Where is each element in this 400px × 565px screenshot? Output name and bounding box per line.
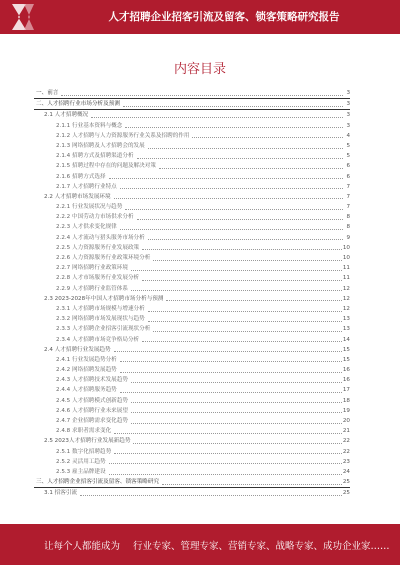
toc-leader-dots <box>131 402 342 403</box>
toc-entry[interactable] <box>34 253 350 263</box>
toc-leader-dots <box>114 433 342 434</box>
toc-leader-dots <box>131 382 342 383</box>
toc-entry[interactable] <box>34 477 350 488</box>
toc-entry[interactable] <box>34 335 350 345</box>
toc-page-number: 3 <box>346 90 350 96</box>
toc-page-number: 12 <box>342 295 350 302</box>
toc-entry[interactable] <box>34 161 350 171</box>
toc-entry-text: 2.2.5 人力资源服务行业发展政策 <box>34 243 141 253</box>
toc-leader-dots <box>120 188 343 189</box>
toc-page-number: 18 <box>342 397 350 404</box>
toc-entry-text: 2.4.7 企业招聘需求变化趋势 <box>34 416 130 426</box>
toc-leader-dots <box>114 351 342 352</box>
toc-page-number: 9 <box>346 234 350 241</box>
toc-entry[interactable] <box>34 121 350 131</box>
toc-entry[interactable] <box>34 457 350 467</box>
toc-page-number: 8 <box>346 214 350 221</box>
toc-entry-text: 2.5.2 灵活用工趋势 <box>34 457 108 467</box>
toc-entry-text: 2.5.1 数字化招聘趋势 <box>34 447 113 457</box>
footer-slogan-right: 行业专家、管理专家、营销专家、战略专家、成功企业家…… <box>133 541 390 552</box>
toc-leader-dots <box>192 137 343 138</box>
toc-leader-dots <box>109 474 342 475</box>
toc-leader-dots <box>148 311 342 312</box>
toc-entry[interactable] <box>34 467 350 477</box>
toc-page-number: 20 <box>342 418 350 424</box>
toc-page-number: 3 <box>346 112 350 119</box>
toc-entry-text: 3.1 招客引流 <box>34 488 79 498</box>
toc-entry[interactable] <box>34 488 350 498</box>
toc-entry[interactable] <box>34 416 350 426</box>
toc-entry[interactable] <box>34 314 350 324</box>
toc-entry-text: 2.2.3 人才供求变化规律 <box>34 222 119 232</box>
toc-page-number: 7 <box>346 204 350 211</box>
logo-icon <box>4 0 44 34</box>
toc-entry[interactable] <box>34 243 350 253</box>
toc-leader-dots <box>131 290 342 291</box>
header-banner <box>0 0 400 34</box>
toc-leader-dots <box>131 270 342 271</box>
toc-entry[interactable] <box>34 88 350 99</box>
toc-entry[interactable] <box>34 385 350 395</box>
toc-entry-text: 2.5.3 雇主品牌建设 <box>34 467 108 477</box>
toc-page-number: 24 <box>342 468 350 475</box>
toc-entry[interactable] <box>34 172 350 182</box>
footer-slogan-left: 让每个人都能成为 <box>44 541 121 552</box>
toc-leader-dots <box>109 178 343 179</box>
toc-page-number: 10 <box>342 255 350 261</box>
toc-leader-dots <box>114 453 342 454</box>
toc-entry-text: 2.3.1 人才招聘市场规模与增速分析 <box>34 304 147 314</box>
toc-leader-dots <box>120 392 342 393</box>
toc-leader-dots <box>137 219 343 220</box>
toc-page-number: 7 <box>346 183 350 190</box>
toc-entry[interactable] <box>34 110 350 120</box>
toc-page-number: 11 <box>342 265 350 272</box>
toc-leader-dots <box>133 443 341 444</box>
toc-page-number: 25 <box>342 479 350 486</box>
toc-entry-text: 2.4.3 人才招聘技术发展趋势 <box>34 375 130 385</box>
toc-page-number: 13 <box>342 326 350 333</box>
toc-entry[interactable] <box>34 222 350 232</box>
toc-entry-text: 2.3.4 人才招聘市场竞争格局分析 <box>34 335 141 345</box>
toc-leader-dots <box>148 321 342 322</box>
toc-entry-text: 2.4.2 网络招聘发展趋势 <box>34 365 119 375</box>
toc-page-number: 17 <box>342 387 350 394</box>
report-title: 人才招聘企业招客引流及留客、锁客策略研究报告 <box>108 11 340 23</box>
toc-entry[interactable] <box>34 345 350 355</box>
toc-entry-text: 2.2.1 行业发展状况与趋势 <box>34 202 124 212</box>
toc-entry-text: 2.1.5 招聘过程中存在的问题及解决对策 <box>34 161 158 171</box>
toc-leader-dots <box>142 341 342 342</box>
toc-leader-dots <box>148 239 343 240</box>
toc-page-number: 3 <box>346 122 350 129</box>
toc-leader-dots <box>125 209 343 210</box>
toc-entry[interactable] <box>34 396 350 406</box>
toc-page-number: 12 <box>342 305 350 312</box>
toc-leader-dots <box>120 372 342 373</box>
toc-page-number: 16 <box>342 377 350 384</box>
toc-leader-dots <box>114 198 343 199</box>
toc-entry-text: 一、前言 <box>34 88 60 98</box>
toc-page-number: 10 <box>342 244 350 251</box>
toc-entry[interactable] <box>34 324 350 334</box>
toc-entry-text: 2.2.7 网络招聘行业政策环境 <box>34 263 130 273</box>
toc-entry[interactable] <box>34 202 350 212</box>
toc-page-number: 6 <box>346 163 350 170</box>
toc-entry[interactable] <box>34 99 350 110</box>
toc-page-number: 3 <box>346 101 350 108</box>
toc-leader-dots <box>153 260 342 261</box>
toc-entry[interactable] <box>34 375 350 385</box>
toc-entry-text: 二、人才招聘行业市场分析及预测 <box>34 99 122 109</box>
toc-leader-dots <box>137 158 343 159</box>
toc-page-number: 11 <box>342 275 350 282</box>
toc-entry-text: 2.1.1 行业基本资料与概念 <box>34 121 124 131</box>
footer-banner <box>0 524 400 565</box>
toc-page-number: 5 <box>346 153 350 160</box>
toc-entry[interactable] <box>34 284 350 294</box>
toc-entry[interactable] <box>34 304 350 314</box>
toc-entry-text: 2.3.2 网络招聘市场发展现状与趋势 <box>34 314 147 324</box>
toc-entry-text: 2.2.6 人力资源服务行业政策环境分析 <box>34 253 152 263</box>
toc-entry-text: 2.4 人才招聘行业发展趋势 <box>34 345 113 355</box>
toc-entry[interactable] <box>34 447 350 457</box>
toc-page-number: 14 <box>342 336 350 343</box>
toc-entry-text: 2.1.7 人才招聘行业特点 <box>34 182 119 192</box>
toc-page-number: 8 <box>346 224 350 231</box>
toc-page-number: 6 <box>346 173 350 180</box>
toc-entry[interactable] <box>34 263 350 273</box>
toc-leader-dots <box>131 423 342 424</box>
toc-entry-text: 2.4.5 人才招聘模式创新趋势 <box>34 396 130 406</box>
toc-page-number: 21 <box>342 428 350 435</box>
toc-leader-dots <box>131 412 342 413</box>
toc-entry-text: 2.1 人才招聘概况 <box>34 110 90 120</box>
toc-page-number: 15 <box>342 346 350 353</box>
toc-page-number: 25 <box>342 490 350 497</box>
toc-page-number: 23 <box>342 458 350 465</box>
toc-entry[interactable] <box>34 233 350 243</box>
toc-leader-dots <box>123 106 343 107</box>
toc-entry-text: 2.1.6 招聘方式选择 <box>34 172 108 182</box>
toc-leader-dots <box>125 127 343 128</box>
toc-entry-text: 2.3 2023-2028年中国人才招聘市场分析与预测 <box>34 294 165 304</box>
toc-page-number: 22 <box>342 438 350 445</box>
toc-entry-text: 2.1.4 招聘方式及招聘渠道分析 <box>34 151 136 161</box>
toc-leader-dots <box>91 117 343 118</box>
toc-leader-dots <box>120 229 343 230</box>
toc-entry[interactable] <box>34 365 350 375</box>
toc-entry[interactable] <box>34 182 350 192</box>
toc-entry-text: 2.4.1 行业发展趋势分析 <box>34 355 119 365</box>
toc-entry-text: 2.3.3 人才招聘企业招客引流现状分析 <box>34 324 152 334</box>
toc-entry[interactable] <box>34 273 350 283</box>
toc-title: 内容目录 <box>173 62 226 77</box>
toc-leader-dots <box>120 361 342 362</box>
toc-entry[interactable] <box>34 294 350 304</box>
toc-leader-dots <box>80 495 342 496</box>
toc-leader-dots <box>109 463 342 464</box>
toc-entry[interactable] <box>34 141 350 151</box>
toc-entry-text: 2.2.9 人才招聘行业监管体系 <box>34 284 130 294</box>
toc-entry-text: 三、人才招聘企业招客引流及留客、锁客策略研究 <box>34 477 161 487</box>
toc-entry[interactable] <box>34 436 350 446</box>
toc-entry[interactable] <box>34 192 350 202</box>
toc-leader-dots <box>148 148 343 149</box>
toc-leader-dots <box>159 168 343 169</box>
toc-entry[interactable] <box>34 131 350 141</box>
toc-page-number: 13 <box>342 316 350 323</box>
toc-entry-text: 2.2.8 人才市场服务行业发展分析 <box>34 273 141 283</box>
toc-entry-text: 2.1.3 网络招聘及人才招聘会的发展 <box>34 141 147 151</box>
toc-page-number: 12 <box>342 285 350 292</box>
toc-entry-text: 2.4.4 人才招聘服务趋势 <box>34 385 119 395</box>
toc-leader-dots <box>153 331 342 332</box>
toc-entry-text: 2.5 2023人才招聘行业发展新趋势 <box>34 436 132 446</box>
toc-page-number: 22 <box>342 448 350 455</box>
toc-entry[interactable] <box>34 406 350 416</box>
toc-leader-dots <box>166 300 341 301</box>
toc-page-number: 16 <box>342 367 350 374</box>
toc-leader-dots <box>61 95 343 96</box>
toc-page-number: 5 <box>346 142 350 149</box>
toc-leader-dots <box>142 280 342 281</box>
toc-entry[interactable] <box>34 212 350 222</box>
toc-entry-text: 2.2.4 人才流动与猎头服务市场分析 <box>34 233 147 243</box>
toc-page-number: 7 <box>346 193 350 200</box>
table-of-contents <box>34 88 350 499</box>
toc-entry-text: 2.2 人才招聘市场发展环境 <box>34 192 113 202</box>
toc-leader-dots <box>162 484 342 485</box>
toc-entry-text: 2.2.2 中国劳动力市场供求分析 <box>34 212 136 222</box>
toc-leader-dots <box>142 249 342 250</box>
toc-entry-text: 2.4.6 人才招聘行业未来展望 <box>34 406 130 416</box>
toc-page-number: 19 <box>342 407 350 414</box>
toc-page-number: 15 <box>342 356 350 363</box>
toc-entry-text: 2.1.2 人才招聘与人力资源服务行业关系及招聘的作用 <box>34 131 191 141</box>
toc-page-number: 4 <box>346 132 350 139</box>
toc-entry-text: 2.4.8 求职者需求变化 <box>34 426 113 436</box>
toc-entry[interactable] <box>34 151 350 161</box>
toc-entry[interactable] <box>34 426 350 436</box>
toc-entry[interactable] <box>34 355 350 365</box>
